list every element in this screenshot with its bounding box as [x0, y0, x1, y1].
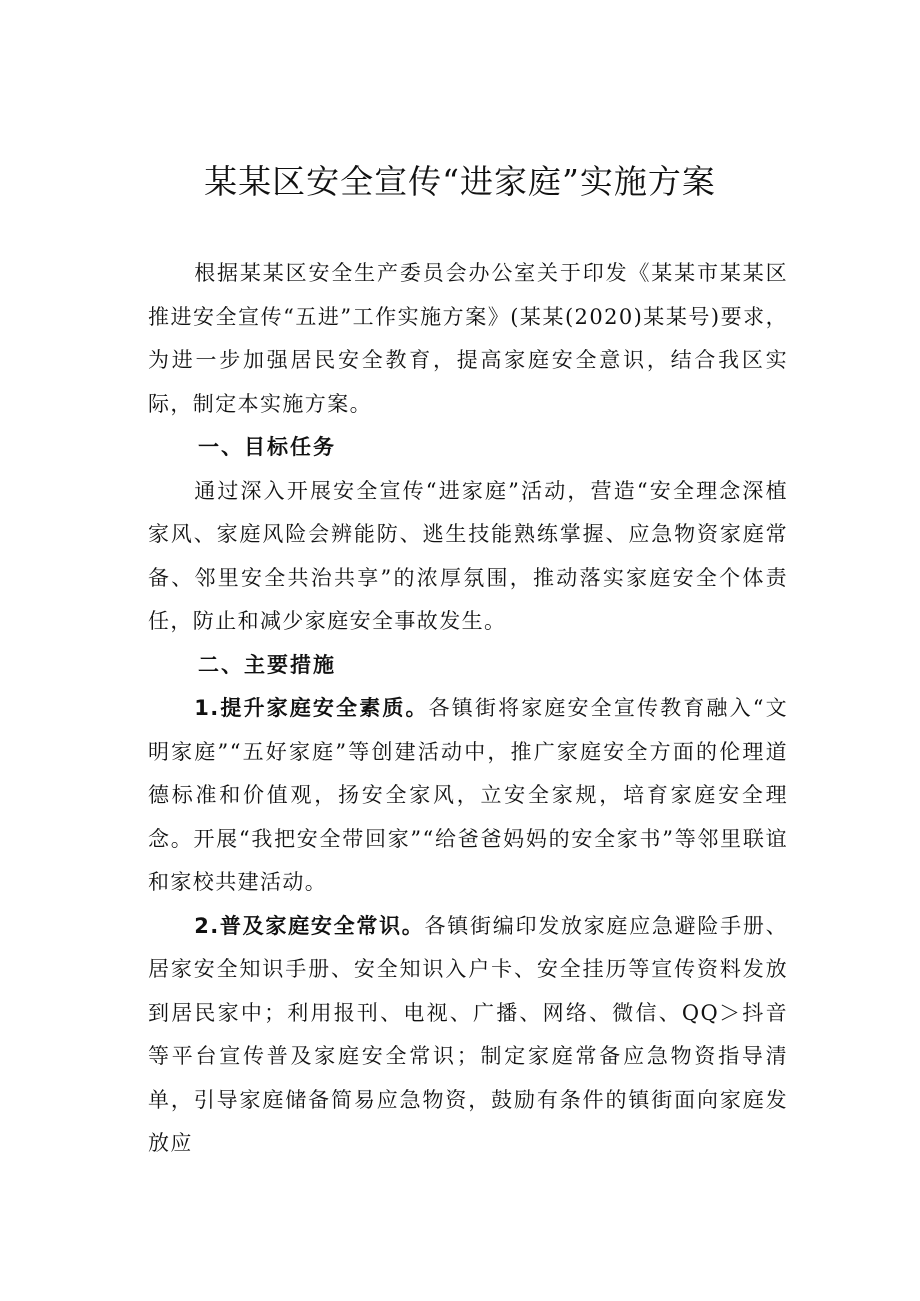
page-title: 某某区安全宣传“进家庭”实施方案 [204, 162, 716, 201]
measure-item-1-lead: .提升家庭安全素质。 [210, 696, 429, 720]
section-heading-goals: 一、目标任务 [198, 435, 336, 459]
section-heading-measures: 二、主要措施 [198, 652, 336, 677]
measure-item-1-text: 各镇街将家庭安全宣传教育融入“文明家庭”“五好家庭”等创建活动中，推广家庭安全方面的伦理道德标准和价值观，扬安全家风，立安全家规，培育家庭安全理念。开展“我把安全带回家”“给爸爸妈妈的安全家书”等邻里联谊和家校共建活动。 [148, 696, 788, 894]
measure-item-1 [148, 687, 788, 905]
document-body [148, 252, 788, 1166]
goals-paragraph: 通过深入开展安全宣传“进家庭”活动，营造“安全理念深植家风、家庭风险会辨能防、逃生技能熟练掌握、应急物资家庭常备、邻里安全共治共享”的浓厚氛围，推动落实家庭安全个体责任，防止和减少家庭安全事故发生。 [148, 478, 788, 633]
measure-item-2-text: 各镇街编印发放家庭应急避险手册、居家安全知识手册、安全知识入户卡、安全挂历等宣传资料发放到居民家中；利用报刊、电视、广播、网络、微信、QQ＞抖音等平台宣传普及家庭安全常识；制定家庭常备应急物资指导清单，引导家庭储备简易应急物资，鼓励有条件的镇街面向家庭发放应 [148, 913, 788, 1155]
measure-item-2-number: 2 [194, 913, 211, 938]
measure-item-1-number: 1 [194, 696, 211, 720]
measure-item-2-lead: .普及家庭安全常识。 [210, 913, 425, 938]
measure-item-2 [148, 905, 788, 1166]
intro-paragraph: 根据某某区安全生产委员会办公室关于印发《某某市某某区推进安全宣传“五进”工作实施方案》(某某(2020)某某号)要求，为进一步加强居民安全教育，提高家庭安全意识，结合我区实际，制定本实施方案。 [148, 261, 788, 416]
